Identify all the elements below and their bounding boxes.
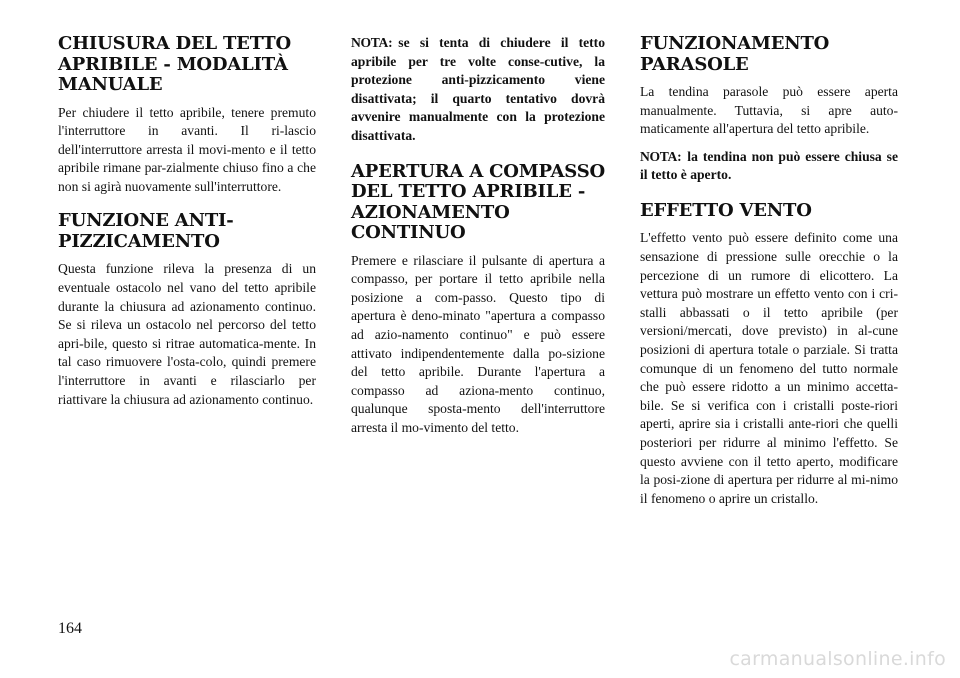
note-anti-pinch — [351, 34, 605, 146]
heading-anti-pinch: FUNZIONE ANTI-PIZZICAMENTO — [58, 210, 234, 252]
note-text: la tendina non può essere chiusa se il tetto è aperto. — [640, 148, 898, 183]
page-number: 164 — [58, 620, 82, 637]
paragraph-manual-close: Per chiudere il tetto apribile, tenere premuto l'interruttore in avanti. Il ri-lascio dell'interruttore arresta il movi-mento e il tetto apribile rimane par-zialmente chiuso fino a che non si agirà nuovamente sull'interruttore. — [58, 104, 316, 194]
watermark: carmanualsonline.info — [729, 648, 946, 670]
heading-sunshade: FUNZIONAMENTO PARASOLE — [640, 33, 830, 75]
paragraph-anti-pinch: Questa funzione rileva la presenza di un eventuale ostacolo nel vano del tetto apribile durante la chiusura ad azionamento continuo. Se si rileva un ostacolo nel percorso del tetto apri-bile, questo si ritrae automatica-mente. In tal caso rimuovere l'osta-colo, quindi premere l'interruttore in avanti e rilasciarlo per riattivare la chiusura ad azionamento continuo. — [58, 261, 316, 407]
column-left — [58, 34, 316, 418]
column-right — [640, 34, 898, 517]
note-sunshade — [640, 148, 898, 185]
note-text: se si tenta di chiudere il tetto apribile per tre volte conse-cutive, la protezione anti-pizzicamento viene disattivata; il quarto tentativo dovrà avvenire manualmente con la protezione disattivata. — [351, 35, 605, 143]
heading-wind-buffeting: EFFETTO VENTO — [640, 199, 812, 221]
heading-manual-close: CHIUSURA DEL TETTO APRIBILE - MODALITÀ MANUALE — [58, 33, 291, 95]
paragraph-wind-buffeting: L'effetto vento può essere definito come una sensazione di pressione sulle orecchie o la percezione di un rumore di elicottero. La vettura può mostrare un effetto vento con i cri-stalli abbassati o il tetto apribile (per versioni/mercati, dove previsto) in al-cune posizioni di apertura totale o parziale. Si tratta comunque di un fenomeno del tutto normale che può essere ridotto a un minimo accetta-bile. Se si verifica con i cristalli poste-riori aperti, aprire sia i cristalli ante-riori che quelli posteriori per ridurre al minimo l'effetto. Se questo avviene con il tetto aperto, modificare la posi-zione di apertura per ridurre al mi-nimo il fenomeno o aprire un cristallo. — [640, 230, 898, 506]
note-label: NOTA: — [640, 148, 682, 164]
note-label: NOTA: — [351, 35, 393, 50]
paragraph-vent-open: Premere e rilasciare il pulsante di apertura a compasso, per portare il tetto apribile nella posizione a com-passo. Questo tipo di apertura è deno-minato "apertura a compasso ad azio-namento continuo" e può essere attivato indipendentemente dalla po-sizione del tetto apribile. Durante l'apertura a compasso ad aziona-mento continuo, qualunque sposta-mento dell'interruttore arresta il mo-vimento del tetto. — [351, 252, 605, 435]
paragraph-sunshade: La tendina parasole può essere aperta manualmente. Tuttavia, si apre auto-maticamente all'apertura del tetto apribile. — [640, 84, 898, 137]
heading-vent-open: APERTURA A COMPASSO DEL TETTO APRIBILE - AZIONAMENTO CONTINUO — [351, 160, 605, 244]
column-middle — [351, 34, 605, 447]
